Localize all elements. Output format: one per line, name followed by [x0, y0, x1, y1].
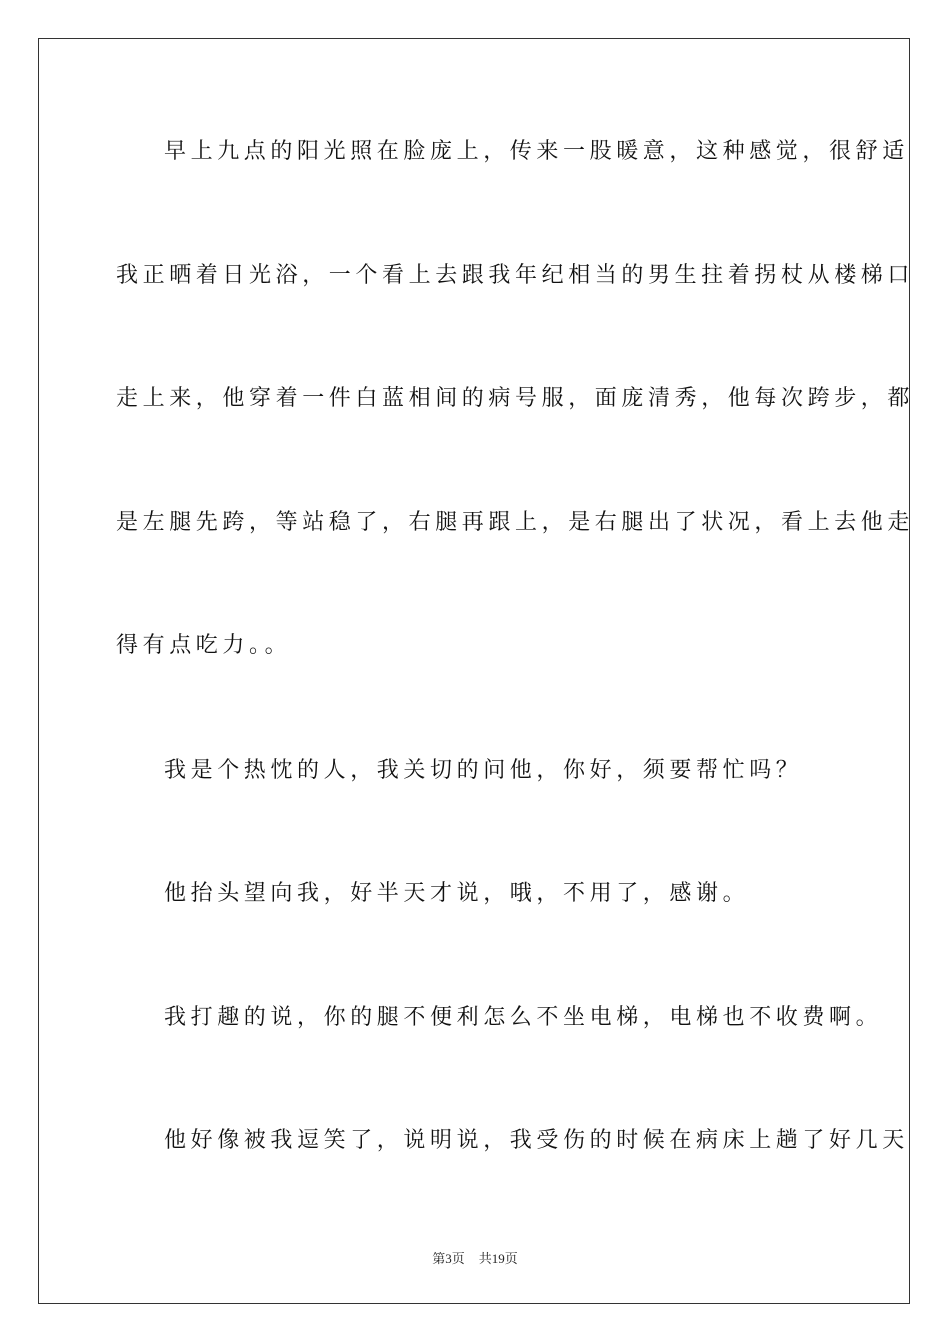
- paragraph-1-line-5: 得有点吃力。。: [116, 633, 292, 658]
- paragraph-1-line-1: 早上九点的阳光照在脸庞上，传来一股暖意，这种感觉，很舒适: [164, 139, 909, 164]
- page-total: 共19页: [478, 1251, 518, 1266]
- paragraph-2: 我是个热忱的人，我关切的问他，你好，须要帮忙吗？: [164, 758, 803, 783]
- paragraph-3: 他抬头望向我，好半天才说，哦，不用了，感谢。: [164, 881, 750, 906]
- page-number: 第3页: [432, 1251, 465, 1266]
- paragraph-1-line-2: 我正晒着日光浴，一个看上去跟我年纪相当的男生拄着拐杖从楼梯口: [116, 263, 915, 288]
- page-border: [38, 38, 915, 1304]
- paragraph-1-line-4: 是左腿先跨，等站稳了，右腿再跟上，是右腿出了状况，看上去他走: [116, 510, 915, 535]
- paragraph-4: 我打趣的说，你的腿不便利怎么不坐电梯，电梯也不收费啊。: [164, 1005, 883, 1030]
- paragraph-5: 他好像被我逗笑了，说明说，我受伤的时候在病床上趟了好几天: [164, 1128, 909, 1153]
- page-footer: [0, 1248, 950, 1267]
- paragraph-1-line-3: 走上来，他穿着一件白蓝相间的病号服，面庞清秀，他每次跨步，都: [116, 386, 915, 411]
